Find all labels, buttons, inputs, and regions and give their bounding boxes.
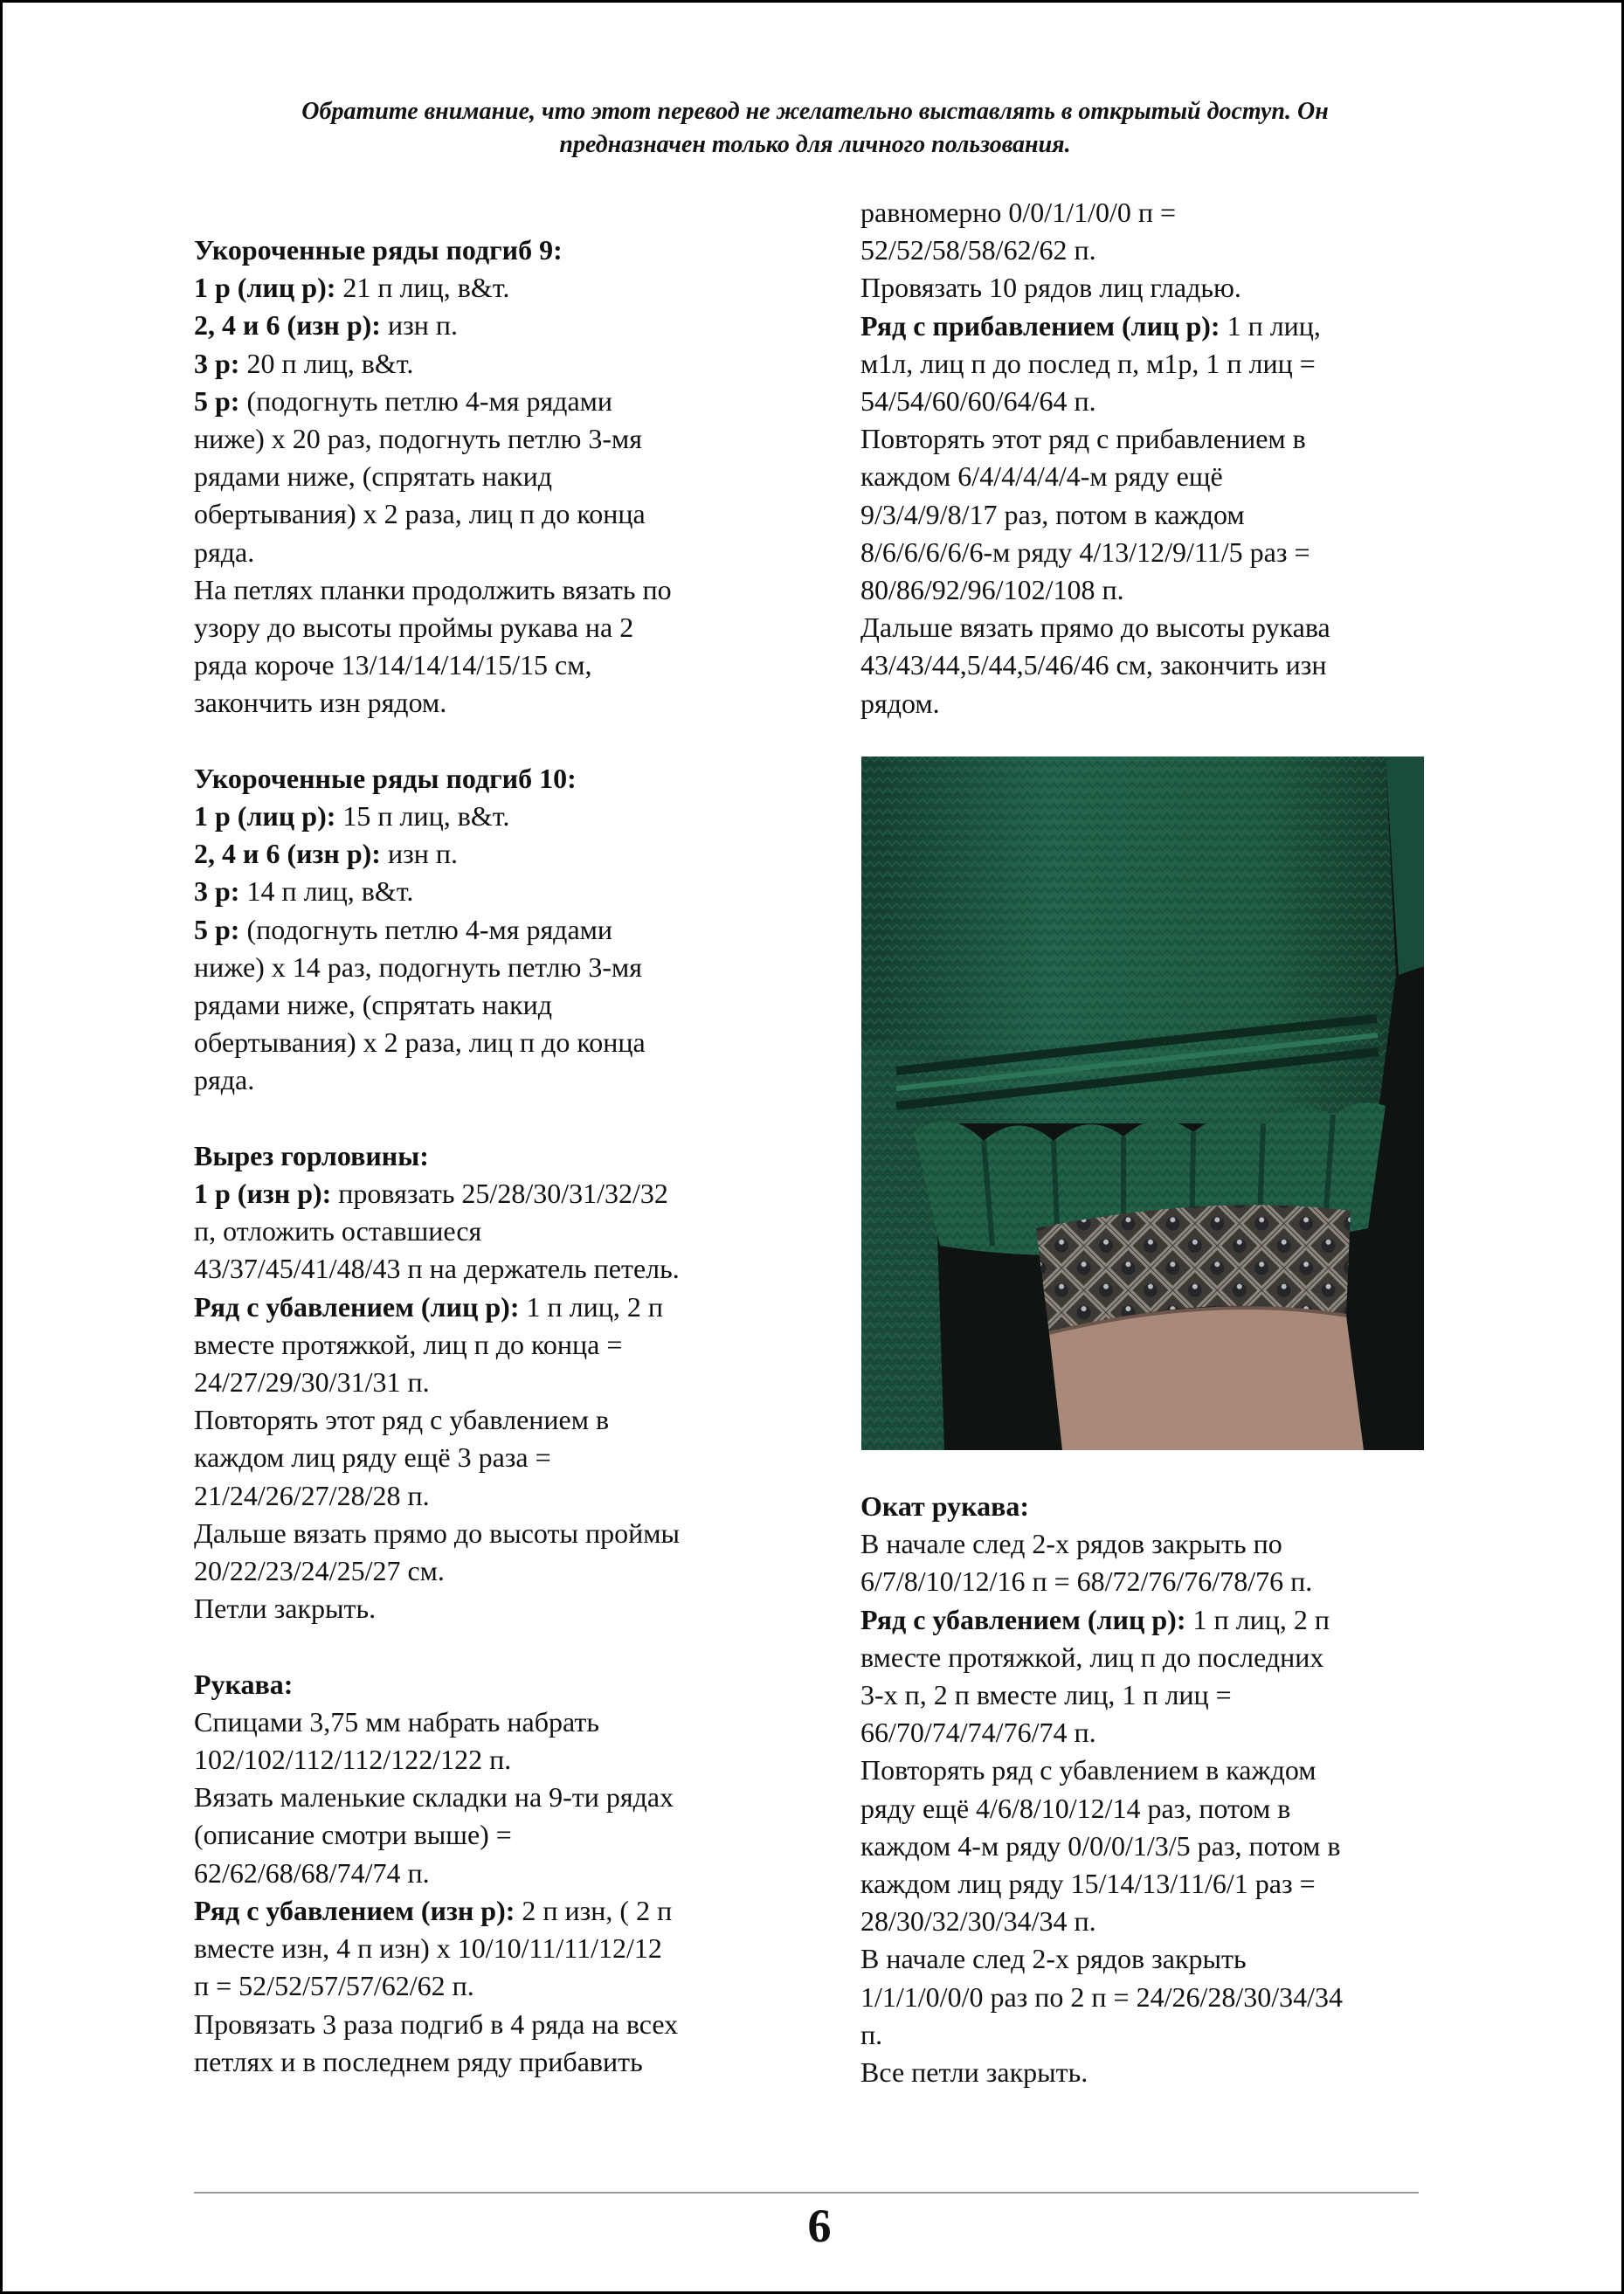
instruction-line: Повторять ряд с убавлением в каждом [860, 1754, 1316, 1786]
instruction-line: обертывания) х 2 раза, лиц п до конца [194, 1026, 646, 1059]
instruction-line: В начале след 2-х рядов закрыть по [860, 1528, 1282, 1560]
instruction-line: рядом. [860, 687, 940, 719]
instruction-line: ряда короче 13/14/14/14/15/15 см, [194, 649, 592, 681]
instruction-line: 28/30/32/30/34/34 п. [860, 1905, 1096, 1938]
instruction-line: (описание смотри выше) = [194, 1819, 512, 1851]
left-column [194, 231, 771, 2081]
instruction-line: Вязать маленькие складки на 9-ти рядах [194, 1781, 674, 1814]
instruction-line: ниже) х 14 раз, подогнуть петлю 3-мя [194, 950, 642, 983]
right-column-bottom [860, 1488, 1437, 2091]
instruction-line: Дальше вязать прямо до высоты проймы [194, 1517, 680, 1549]
instruction-line: 52/52/58/58/62/62 п. [860, 234, 1096, 266]
instruction-line: Повторять этот ряд с прибавлением в [860, 423, 1306, 455]
instruction-line: 62/62/68/68/74/74 п. [194, 1856, 430, 1889]
instruction-line: 3-х п, 2 п вместе лиц, 1 п лиц = [860, 1679, 1232, 1711]
instruction-line: 5 р: (подогнуть петлю 4-мя рядами [194, 913, 613, 945]
instruction-line: закончить изн рядом. [194, 687, 447, 719]
instruction-line: 3 р: 14 п лиц, в&т. [194, 875, 414, 908]
section-heading-short-rows-10: Укороченные ряды подгиб 10: [194, 762, 577, 794]
instruction-line: ряда. [194, 1064, 255, 1096]
section-heading-sleeves: Рукава: [194, 1668, 294, 1700]
instruction-line: 2, 4 и 6 (изн р): изн п. [194, 309, 458, 342]
instruction-line: Спицами 3,75 мм набрать набрать [194, 1705, 599, 1738]
instruction-line: каждом лиц ряду ещё 3 раза = [194, 1441, 551, 1474]
instruction-line: 43/43/44,5/44,5/46/46 см, закончить изн [860, 649, 1327, 681]
instruction-line: 102/102/112/112/122/122 п. [194, 1744, 512, 1776]
section-heading-sleeve-cap: Окат рукава: [860, 1490, 1029, 1522]
instruction-line: Дальше вязать прямо до высоты рукава [860, 612, 1330, 644]
instruction-line: 2, 4 и 6 (изн р): изн п. [194, 838, 458, 870]
instruction-line: 3 р: 20 п лиц, в&т. [194, 347, 414, 379]
instruction-line: 1 р (изн р): провязать 25/28/30/31/32/32 [194, 1178, 668, 1210]
instruction-line: каждом 4-м ряду 0/0/0/1/3/5 раз, потом в [860, 1829, 1341, 1862]
notice-line-1: Обратите внимание, что этот перевод не желательно выставлять в открытый доступ. Он [301, 98, 1329, 125]
instruction-line: Ряд с убавлением (лиц р): 1 п лиц, 2 п [194, 1290, 663, 1323]
privacy-notice [195, 95, 1435, 162]
instruction-line: рядами ниже, (спрятать накид [194, 989, 553, 1021]
section-heading-neckline: Вырез горловины: [194, 1139, 429, 1171]
footer-divider [194, 2192, 1419, 2194]
instruction-line: 43/37/45/41/48/43 п на держатель петель. [194, 1253, 680, 1285]
instruction-line: 8/6/6/6/6/6-м ряду 4/13/12/9/11/5 раз = [860, 535, 1310, 568]
instruction-line: вместе изн, 4 п изн) х 10/10/11/11/12/12 [194, 1932, 662, 1965]
instruction-line: 20/22/23/24/25/27 см. [194, 1555, 445, 1587]
sleeve-cuff-photo [861, 757, 1424, 1450]
instruction-line: 9/3/4/9/8/17 раз, потом в каждом [860, 498, 1245, 530]
instruction-line: Петли закрыть. [194, 1593, 377, 1625]
section-heading-short-rows-9: Укороченные ряды подгиб 9: [194, 234, 563, 266]
instruction-line: Ряд с убавлением (изн р): 2 п изн, ( 2 п [194, 1894, 673, 1926]
instruction-line: 54/54/60/60/64/64 п. [860, 385, 1096, 418]
instruction-line: п. [860, 2018, 883, 2050]
instruction-line: 1 р (лиц р): 15 п лиц, в&т. [194, 800, 510, 833]
page-number: 6 [807, 2200, 832, 2252]
instruction-line: ряду ещё 4/6/8/10/12/14 раз, потом в [860, 1792, 1291, 1824]
instruction-line: 6/7/8/10/12/16 п = 68/72/76/76/78/76 п. [860, 1565, 1313, 1598]
instruction-line: 24/27/29/30/31/31 п. [194, 1366, 430, 1399]
instruction-line: вместе протяжкой, лиц п до последних [860, 1641, 1324, 1673]
right-column-top [860, 194, 1437, 722]
instruction-line: ряда. [194, 535, 255, 568]
instruction-line: Провязать 10 рядов лиц гладью. [860, 272, 1241, 304]
instruction-line: Ряд с прибавлением (лиц р): 1 п лиц, [860, 309, 1321, 342]
instruction-line: п, отложить оставшиеся [194, 1215, 482, 1247]
notice-line-2: предназначен только для личного пользования. [559, 131, 1071, 158]
instruction-line: рядами ниже, (спрятать накид [194, 460, 553, 493]
instruction-line: Провязать 3 раза подгиб в 4 ряда на всех [194, 2007, 679, 2040]
instruction-line: м1л, лиц п до послед п, м1р, 1 п лиц = [860, 347, 1316, 379]
instruction-line: Повторять этот ряд с убавлением в [194, 1404, 610, 1436]
instruction-line: 21/24/26/27/28/28 п. [194, 1479, 430, 1511]
instruction-line: 66/70/74/74/76/74 п. [860, 1717, 1096, 1749]
instruction-line: 80/86/92/96/102/108 п. [860, 574, 1124, 606]
instruction-line: равномерно 0/0/1/1/0/0 п = [860, 197, 1177, 228]
instruction-line: обертывания) х 2 раза, лиц п до конца [194, 498, 646, 530]
instruction-line: 1/1/1/0/0/0 раз по 2 п = 24/26/28/30/34/34 [860, 1980, 1344, 2013]
instruction-line: Все петли закрыть. [860, 2056, 1088, 2089]
instruction-line: 1 р (лиц р): 21 п лиц, в&т. [194, 272, 510, 304]
instruction-line: п = 52/52/57/57/62/62 п. [194, 1970, 474, 2002]
instruction-line: Ряд с убавлением (лиц р): 1 п лиц, 2 п [860, 1603, 1330, 1635]
instruction-line: узору до высоты проймы рукава на 2 [194, 612, 634, 644]
instruction-line: каждом 6/4/4/4/4/4-м ряду ещё [860, 460, 1223, 493]
instruction-line: ниже) х 20 раз, подогнуть петлю 3-мя [194, 423, 642, 455]
instruction-line: каждом лиц ряду 15/14/13/11/6/1 раз = [860, 1868, 1316, 1900]
instruction-line: На петлях планки продолжить вязать по [194, 573, 672, 605]
instruction-line: В начале след 2-х рядов закрыть [860, 1943, 1247, 1975]
instruction-line: 5 р: (подогнуть петлю 4-мя рядами [194, 384, 613, 417]
instruction-line: петлях и в последнем ряду прибавить [194, 2045, 643, 2077]
instruction-line: вместе протяжкой, лиц п до конца = [194, 1328, 623, 1360]
